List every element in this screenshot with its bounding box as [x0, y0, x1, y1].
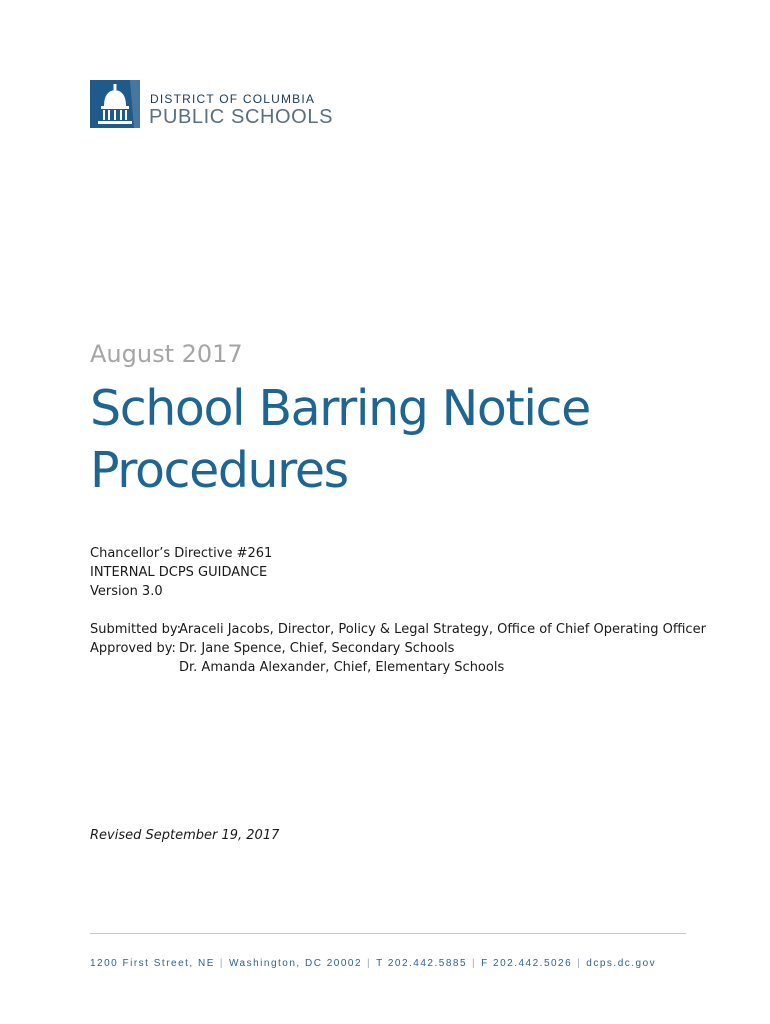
submitted-value: Araceli Jacobs, Director, Policy & Legal Strategy, Office of Chief Operating Officer: [179, 622, 706, 637]
title-line1: School Barring Notice: [90, 380, 590, 437]
submitted-label: Submitted by:: [90, 622, 181, 637]
submitted-row: [90, 620, 706, 639]
revised-date: Revised September 19, 2017: [90, 828, 280, 843]
submission-block: [90, 620, 706, 677]
approved-value-2: Dr. Amanda Alexander, Chief, Elementary Schools: [179, 660, 505, 675]
version-label: Version 3.0: [90, 584, 163, 599]
approved-row: [90, 639, 706, 658]
logo-line2: PUBLIC SCHOOLS: [149, 106, 334, 128]
document-title: [90, 378, 730, 502]
directive-number: Chancellor’s Directive #261: [90, 546, 273, 561]
approved-row-2: [90, 658, 706, 677]
footer-separator: |: [367, 958, 372, 969]
footer-separator: |: [577, 958, 582, 969]
dcps-logo: [90, 80, 350, 130]
footer-phone: T 202.442.5885: [376, 958, 468, 969]
footer-separator: |: [472, 958, 477, 969]
guidance-label: INTERNAL DCPS GUIDANCE: [90, 565, 268, 580]
approved-label: Approved by:: [90, 641, 176, 656]
capitol-dome-icon: [90, 80, 140, 128]
footer-fax: F 202.442.5026: [481, 958, 573, 969]
document-meta: [90, 544, 272, 601]
footer-divider: [90, 933, 686, 934]
date-label: August 2017: [90, 340, 243, 368]
footer-website[interactable]: dcps.dc.gov: [586, 958, 657, 969]
footer-separator: |: [219, 958, 224, 969]
footer-address: 1200 First Street, NE: [90, 958, 215, 969]
title-line2: Procedures: [90, 442, 348, 499]
approved-value-1: Dr. Jane Spence, Chief, Secondary Schools: [179, 641, 455, 656]
footer: [90, 958, 690, 969]
logo-line1: DISTRICT OF COLUMBIA: [150, 92, 316, 106]
footer-city: Washington, DC 20002: [228, 958, 363, 969]
